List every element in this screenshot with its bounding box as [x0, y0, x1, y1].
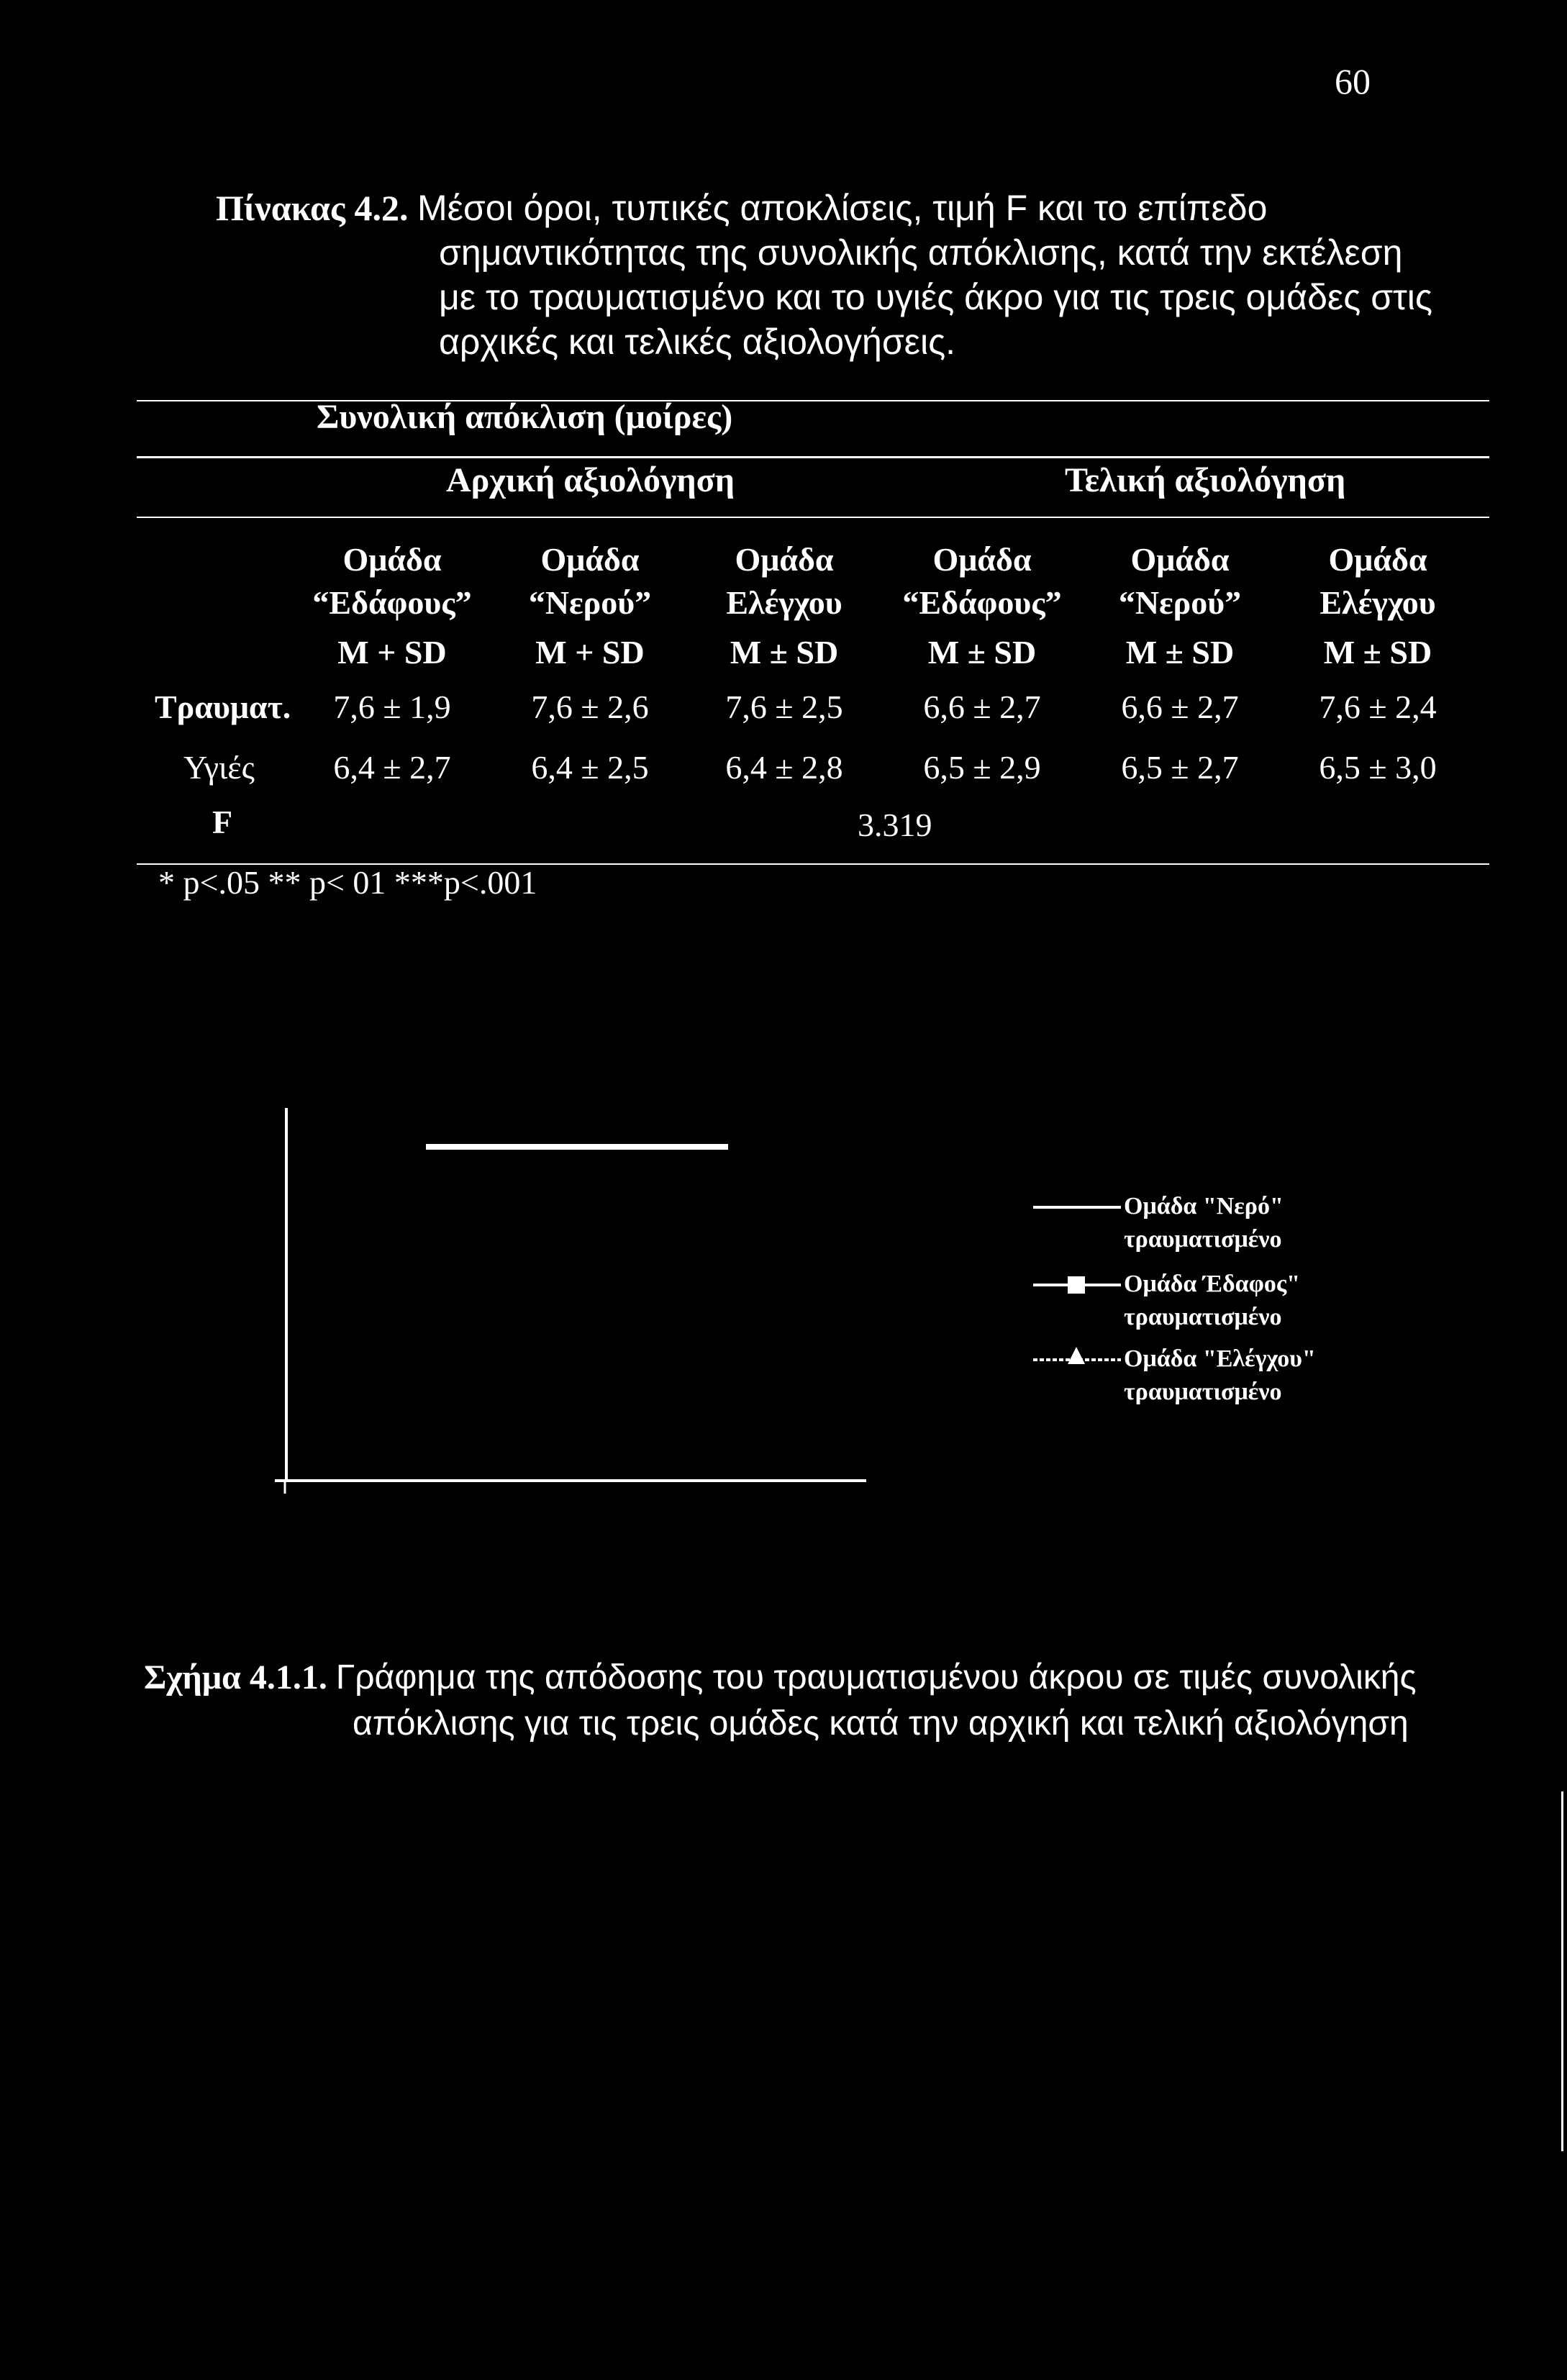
f-value: 3.319	[858, 807, 932, 843]
scan-edge-line	[1561, 1791, 1563, 2151]
page-number: 60	[1335, 61, 1371, 101]
stat-label-4: M ± SD	[927, 634, 1037, 671]
column-head-3-line-2: Ελέγχου	[726, 584, 842, 621]
table-caption-line-2: σημαντικότητας της συνολικής απόκλισης, κατά την εκτέλεση	[439, 232, 1403, 273]
table-cell: 6,5 ± 2,9	[923, 749, 1041, 786]
table-cell: 6,4 ± 2,7	[333, 749, 451, 786]
figure-caption	[144, 1655, 1554, 1747]
table-cell: 6,5 ± 3,0	[1319, 749, 1437, 786]
figure-caption-label: Σχήμα 4.1.1.	[144, 1658, 327, 1697]
column-head-6-line-1: Ομάδα	[1328, 541, 1427, 578]
table-cell: 6,4 ± 2,5	[531, 749, 649, 786]
legend-item-control-line-2: τραυματισμένο	[1124, 1379, 1282, 1405]
legend-item-control-line-1: Ομάδα "Ελέγχου"	[1124, 1345, 1316, 1372]
column-head-3-line-1: Ομάδα	[735, 541, 834, 578]
legend-item-ground-line-2: τραυματισμένο	[1124, 1304, 1282, 1330]
table-cell: 7,6 ± 1,9	[333, 689, 451, 725]
legend-item-ground-line-1: Ομάδα Έδαφος"	[1124, 1271, 1301, 1297]
column-head-1-line-1: Ομάδα	[342, 541, 442, 578]
column-head-6-line-2: Ελέγχου	[1320, 584, 1436, 621]
column-head-2-line-2: “Νερού”	[528, 584, 652, 621]
legend-marker-triangle	[1068, 1347, 1085, 1364]
table-caption-line-4: αρχικές και τελικές αξιολογήσεις.	[439, 322, 956, 362]
table-cell: 7,6 ± 2,5	[725, 689, 843, 725]
column-head-5-line-1: Ομάδα	[1130, 541, 1230, 578]
significance-note: * p<.05 ** p< 01 ***p<.001	[158, 864, 537, 901]
column-head-2-line-1: Ομάδα	[540, 541, 640, 578]
table-cell: 6,6 ± 2,7	[923, 689, 1041, 725]
table-title: Συνολική απόκλιση (μοίρες)	[317, 398, 733, 436]
stat-label-3: M ± SD	[730, 634, 839, 671]
column-head-4-line-1: Ομάδα	[932, 541, 1032, 578]
table-caption-line-1: Μέσοι όροι, τυπικές αποκλίσεις, τιμή F και το επίπεδο	[417, 188, 1268, 228]
table-cell: 6,6 ± 2,7	[1121, 689, 1239, 725]
table-cell: 6,4 ± 2,8	[725, 749, 843, 786]
table-caption-label: Πίνακας 4.2.	[216, 188, 409, 228]
stat-label-5: M ± SD	[1125, 634, 1235, 671]
table-cell: 7,6 ± 2,4	[1319, 689, 1437, 725]
table-cell: 7,6 ± 2,6	[531, 689, 649, 725]
stat-label-2: M + SD	[535, 634, 645, 671]
f-label: F	[212, 804, 233, 840]
legend-item-water	[1124, 1190, 1284, 1256]
stat-label-1: M + SD	[337, 634, 447, 671]
column-head-1-line-2: “Εδάφους”	[312, 584, 472, 621]
legend-item-water-line-2: τραυματισμένο	[1124, 1226, 1282, 1253]
column-head-4-line-2: “Εδάφους”	[902, 584, 1062, 621]
figure-caption-line-2: απόκλισης για τις τρεις ομάδες κατά την αρχική και τελική αξιολόγηση	[353, 1704, 1409, 1743]
stat-label-6: M ± SD	[1323, 634, 1432, 671]
column-head-5-line-2: “Νερού”	[1118, 584, 1242, 621]
table-cell: 6,5 ± 2,7	[1121, 749, 1239, 786]
legend-marker-square	[1068, 1276, 1085, 1294]
group-head-final: Τελική αξιολόγηση	[1065, 461, 1346, 499]
legend-item-water-line-1: Ομάδα "Νερό"	[1124, 1193, 1284, 1219]
table-caption-line-3: με το τραυματισμένο και το υγιές άκρο για τις τρεις ομάδες στις	[439, 277, 1433, 317]
group-head-initial: Αρχική αξιολόγηση	[446, 461, 735, 499]
row-label-healthy: Υγιές	[183, 749, 255, 786]
legend-item-control	[1124, 1343, 1316, 1409]
row-label-injured: Τραυματ.	[155, 689, 291, 725]
legend-item-ground	[1124, 1268, 1300, 1334]
figure-caption-line-1: Γράφημα της απόδοσης του τραυματισμένου άκρου σε τιμές συνολικής	[335, 1658, 1417, 1697]
